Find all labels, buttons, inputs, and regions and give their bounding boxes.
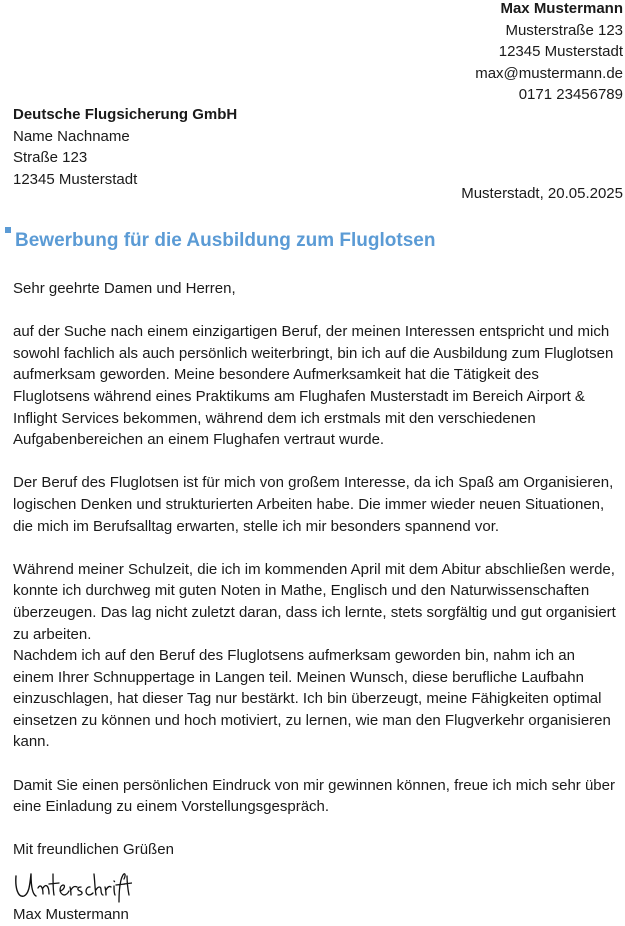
sender-phone: 0171 23456789 — [518, 86, 623, 104]
recipient-street: Straße 123 — [13, 149, 88, 167]
paragraph-5: Damit Sie einen persönlichen Eindruck von mir gewinnen können, freue ich mich sehr über eine Einladung zu einem Vorstellungsgespräch. — [13, 776, 615, 816]
handwritten-signature — [12, 866, 132, 906]
letter-body — [13, 278, 618, 861]
recipient-city: 12345 Musterstadt — [13, 170, 138, 188]
sender-street: Musterstraße 123 — [505, 21, 623, 39]
recipient-company: Deutsche Flugsicherung GmbH — [13, 106, 238, 123]
sender-address — [475, 0, 623, 106]
paragraph-4: Nachdem ich auf den Beruf des Fluglotsens aufmerksam geworden bin, nahm ich an einem Ihrer Schnuppertage in Langen teil. Meinen Wunsch, diese berufliche Laufbahn einzuschlagen, hat dieser Tag nur bestärkt. Ich bin überzeugt, meine Fähigkeiten optimal einsetzen zu können und hoch motiviert, zu lernen, wie man den Flugverkehr organisieren kann. — [13, 647, 611, 751]
paragraph-2: Der Beruf des Fluglotsen ist für mich von großem Interesse, da ich Spaß am Organisieren, logischen Denken und strukturierten Arbeiten habe. Die immer wieder neuen Situationen, die mich im Berufsalltag erwarten, stelle ich mir besonders spannend vor. — [13, 474, 614, 535]
recipient-name: Name Nachname — [13, 127, 130, 145]
signer-name: Max Mustermann — [13, 906, 129, 923]
subject-marker — [5, 227, 11, 233]
paragraph-3: Während meiner Schulzeit, die ich im kommenden April mit dem Abitur abschließen werde, konnte ich durchweg mit guten Noten in Mathe, Englisch und den Naturwissenschaften überzeugen. Das lag nicht zuletzt daran, dass ich lernte, stets sorgfältig und gut organisiert zu arbeiten. — [13, 560, 616, 643]
sender-city: 12345 Musterstadt — [498, 43, 623, 61]
paragraph-1: auf der Suche nach einem einzigartigen Beruf, der meinen Interessen entspricht und mich sowohl fachlich als auch persönlich weiterbringt, bin ich auf die Ausbildung zum Fluglotsen aufmerksam geworden. Meine besondere Aufmerksamkeit hat die Tätigkeit des Fluglotsens während eines Praktikums am Flughafen Musterstadt im Bereich Airport & Inflight Services bekommen, während dem ich erstmals mit den verschiedenen Aufgabenbereichen an einem Flughafen vertraut wurde. — [13, 323, 614, 449]
letter-subject: Bewerbung für die Ausbildung zum Fluglotsen — [15, 230, 436, 251]
recipient-address — [13, 104, 237, 190]
letter-date: Musterstadt, 20.05.2025 — [461, 185, 623, 202]
sender-name: Max Mustermann — [500, 0, 623, 17]
salutation: Sehr geehrte Damen und Herren, — [13, 280, 236, 297]
sender-email: max@mustermann.de — [475, 64, 623, 82]
closing: Mit freundlichen Grüßen — [13, 841, 174, 859]
